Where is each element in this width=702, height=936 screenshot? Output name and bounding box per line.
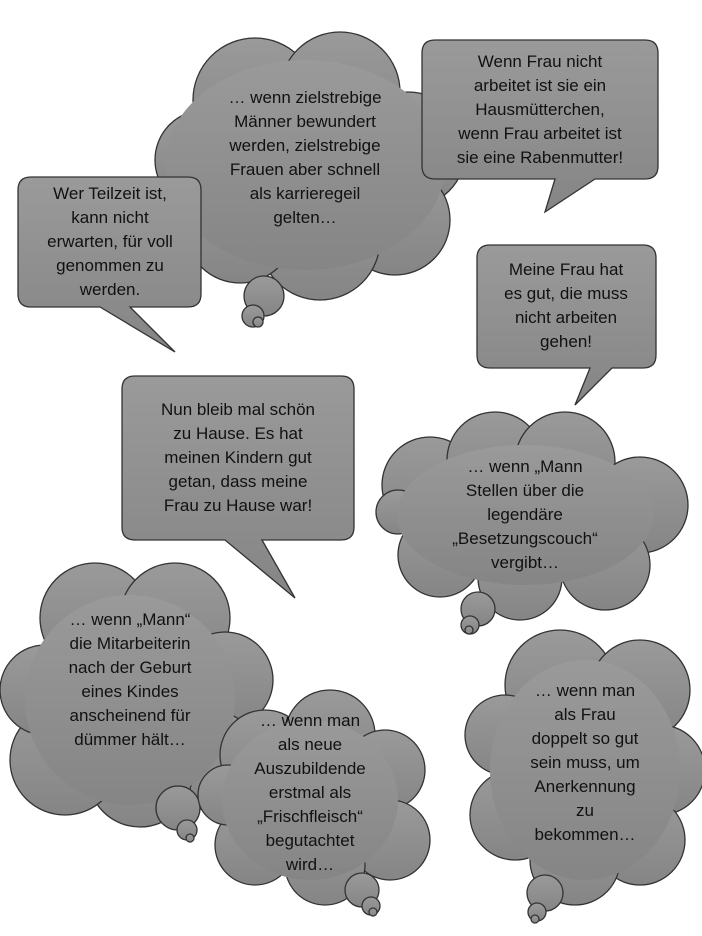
thought-text-frischfleisch: … wenn man als neue Auszubildende erstmal als „Frischfleisch“ begutachtet wird… [254,710,366,874]
speech-text-meine-frau: Meine Frau hat es gut, die muss nicht arbeiten gehen! [504,260,628,351]
speech-text-nun-bleib: Nun bleib mal schön zu Hause. Es hat meinen Kindern gut getan, dass meine Frau zu Hause war! [160,399,316,515]
thought-text-besetzungscouch: … wenn „Mann Stellen über die legendäre „Besetzungscouch“ vergibt… [452,457,598,572]
thought-text-mitarbeiterin: … wenn „Mann“ die Mitarbeiterin nach der Geburt eines Kindes anscheinend für dümmer hält… [68,610,192,749]
thought-text-anerkennung: … wenn man als Frau doppelt so gut sein muss, um Anerkennung zu bekommen… [530,680,640,844]
speech-text-teilzeit: Wer Teilzeit ist, kann nicht erwarten, für voll genommen zu werden. [47,184,173,299]
thought-text-zielstrebige: … wenn zielstrebige Männer bewundert werden, zielstrebige Frauen aber schnell als karrieregeil gelten… [228,88,382,227]
speech-text-rabenmutter: Wenn Frau nicht arbeitet ist sie ein Hausmütterchen, wenn Frau arbeitet ist sie eine Rabenmutter! [456,52,624,167]
